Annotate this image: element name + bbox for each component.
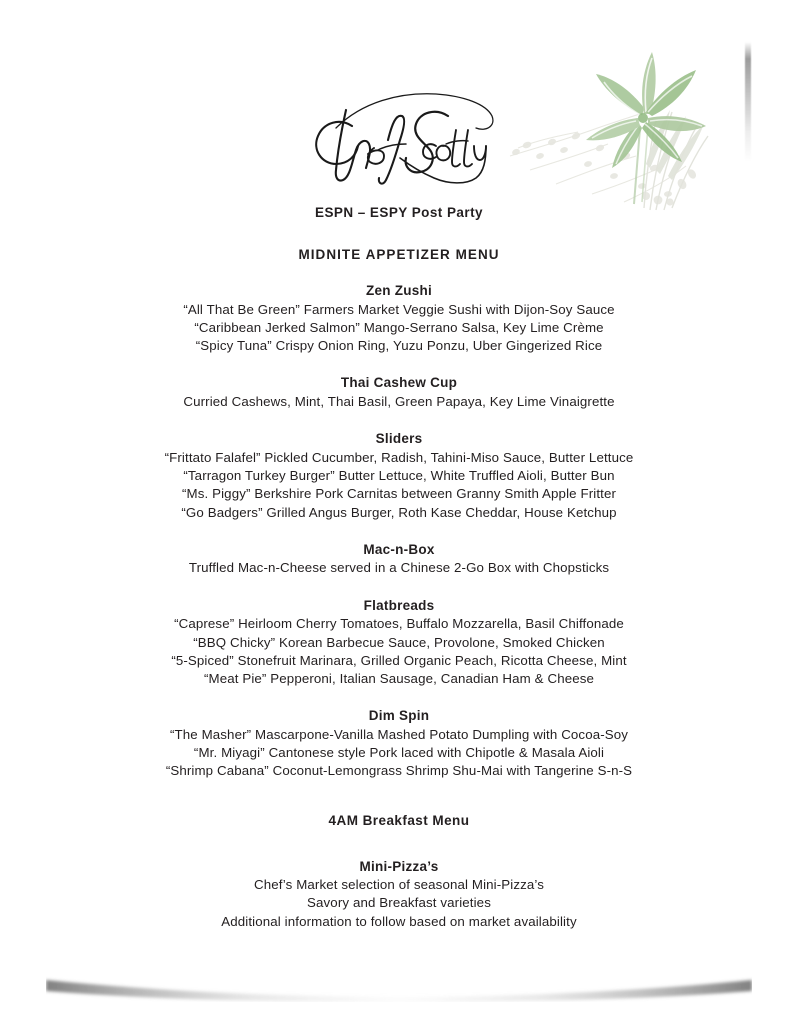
section-name: Sliders bbox=[375, 431, 423, 447]
menu-section bbox=[0, 541, 798, 578]
breakfast-menu-block bbox=[0, 814, 798, 931]
event-title: ESPN – ESPY Post Party bbox=[315, 205, 483, 220]
menu-item: “Mr. Miyagi” Cantonese style Pork laced with Chipotle & Masala Aioli bbox=[193, 745, 605, 761]
menu-sections-list bbox=[0, 282, 798, 780]
page-curl-shadow-bottom bbox=[46, 976, 752, 1002]
menu-item: “Ms. Piggy” Berkshire Pork Carnitas between Granny Smith Apple Fritter bbox=[181, 486, 617, 502]
menu-item: “Meat Pie” Pepperoni, Italian Sausage, Canadian Ham & Cheese bbox=[203, 670, 595, 686]
menu-item: “Caprese” Heirloom Cherry Tomatoes, Buffalo Mozzarella, Basil Chiffonade bbox=[174, 616, 624, 632]
menu-item: “Shrimp Cabana” Coconut-Lemongrass Shrimp Shu-Mai with Tangerine S-n-S bbox=[165, 763, 633, 779]
menu-item: “Spicy Tuna” Crispy Onion Ring, Yuzu Ponzu, Uber Gingerized Rice bbox=[195, 338, 603, 354]
menu-item: “BBQ Chicky” Korean Barbecue Sauce, Provolone, Smoked Chicken bbox=[193, 634, 605, 650]
breakfast-menu-title: 4AM Breakfast Menu bbox=[328, 813, 470, 828]
menu-section bbox=[0, 374, 798, 411]
menu-item: “Frittato Falafel” Pickled Cucumber, Radish, Tahini-Miso Sauce, Butter Lettuce bbox=[164, 449, 634, 465]
section-name: Flatbreads bbox=[363, 597, 435, 613]
menu-section bbox=[0, 597, 798, 689]
menu-section bbox=[0, 282, 798, 355]
menu-item: Chef’s Market selection of seasonal Mini-Pizza’s bbox=[253, 877, 545, 893]
menu-item: “All That Be Green” Farmers Market Veggie Sushi with Dijon-Soy Sauce bbox=[183, 301, 615, 317]
botanical-illustration-icon bbox=[496, 44, 728, 212]
menu-item: Curried Cashews, Mint, Thai Basil, Green Papaya, Key Lime Vinaigrette bbox=[183, 394, 615, 410]
chef-signature-logo bbox=[296, 88, 500, 186]
section-name: Thai Cashew Cup bbox=[340, 375, 458, 391]
appetizer-menu-title: MIDNITE APPETIZER MENU bbox=[298, 247, 500, 262]
header-artwork bbox=[0, 0, 798, 196]
menu-item: Additional information to follow based on market availability bbox=[221, 913, 577, 929]
menu-item: “Go Badgers” Grilled Angus Burger, Roth Kase Cheddar, House Ketchup bbox=[181, 504, 617, 520]
section-name: Mac-n-Box bbox=[363, 541, 435, 557]
menu-section bbox=[0, 707, 798, 780]
menu-item: Truffled Mac-n-Cheese served in a Chinese 2-Go Box with Chopsticks bbox=[188, 560, 610, 576]
section-name: Mini-Pizza’s bbox=[359, 858, 439, 874]
menu-item: “Caribbean Jerked Salmon” Mango-Serrano Salsa, Key Lime Crème bbox=[194, 319, 604, 335]
menu-section bbox=[0, 430, 798, 522]
menu-item: “Tarragon Turkey Burger” Butter Lettuce, White Truffled Aioli, Butter Bun bbox=[183, 468, 615, 484]
menu-item: Savory and Breakfast varieties bbox=[307, 895, 491, 911]
section-name: Zen Zushi bbox=[366, 283, 432, 298]
menu-item: “5-Spiced” Stonefruit Marinara, Grilled Organic Peach, Ricotta Cheese, Mint bbox=[171, 652, 627, 668]
section-name: Dim Spin bbox=[368, 708, 430, 724]
menu-item: “The Masher” Mascarpone-Vanilla Mashed Potato Dumpling with Cocoa-Soy bbox=[169, 726, 629, 742]
